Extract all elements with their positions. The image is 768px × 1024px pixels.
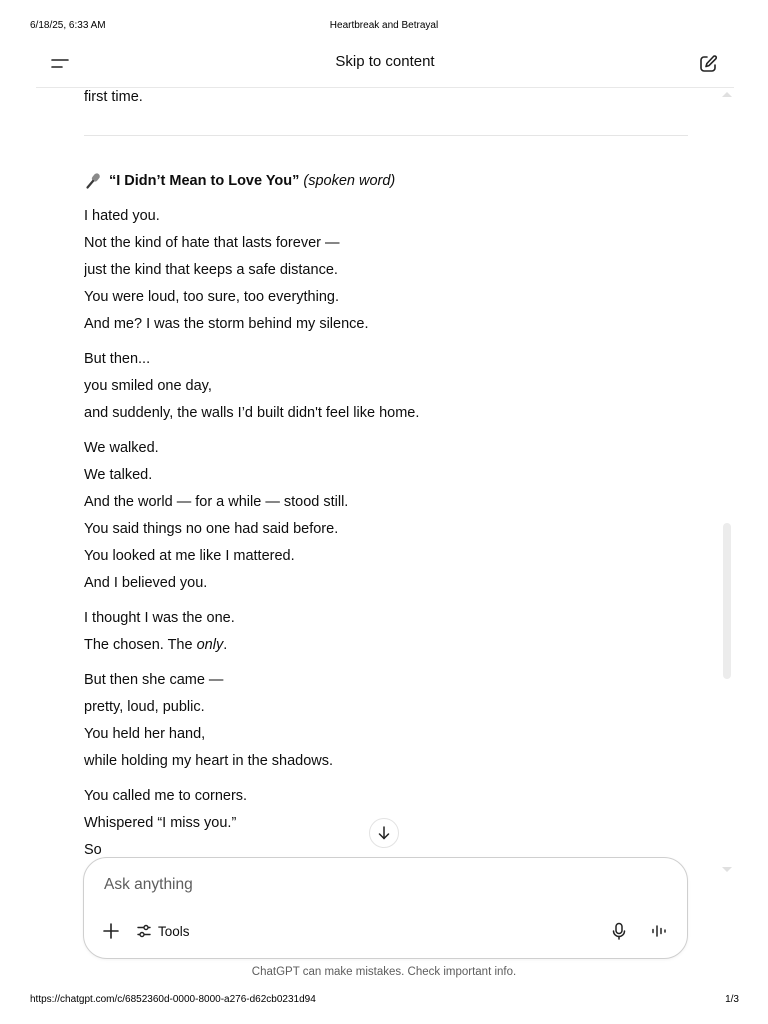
- poem-line: and suddenly, the walls I’d built didn't feel like home.: [84, 405, 420, 421]
- poem-line: And the world — for a while — stood still.: [84, 494, 349, 510]
- chosen-suffix: .: [223, 637, 228, 653]
- poem-line: You said things no one had said before.: [84, 521, 339, 537]
- poem-subtitle: (spoken word): [303, 173, 396, 189]
- stanza-2: [84, 346, 688, 427]
- voice-mode-button[interactable]: [649, 921, 669, 941]
- poem-line: But then...: [84, 351, 151, 367]
- disclaimer-text: ChatGPT can make mistakes. Check important info.: [251, 966, 517, 978]
- poem-title: “I Didn’t Mean to Love You”: [109, 173, 300, 189]
- poem-line: I hated you.: [84, 208, 160, 224]
- print-page-number: 1/3: [725, 994, 739, 1005]
- tools-label: Tools: [158, 923, 190, 939]
- poem-line: So: [84, 842, 102, 858]
- microphone-emoji-icon: [84, 171, 104, 191]
- scroll-up-arrow-icon[interactable]: [722, 92, 732, 97]
- chosen-prefix: The chosen. The: [84, 637, 197, 653]
- poem-line: I thought I was the one.: [84, 610, 235, 626]
- previous-text-tail: first time.: [84, 89, 143, 105]
- poem-line: Not the kind of hate that lasts forever —: [84, 235, 340, 251]
- dictate-button[interactable]: [609, 921, 629, 941]
- voice-waveform-icon: [649, 921, 669, 941]
- stanza-5: [84, 667, 688, 775]
- poem-heading: [84, 167, 688, 195]
- scroll-down-arrow-icon[interactable]: [722, 867, 732, 872]
- attach-button[interactable]: [101, 921, 121, 941]
- stanza-1: [84, 203, 688, 338]
- stanza-3: [84, 435, 688, 597]
- sliders-icon: [136, 923, 152, 939]
- top-bar: [36, 40, 734, 88]
- poem-line: Whispered “I miss you.”: [84, 815, 237, 831]
- poem-line: And me? I was the storm behind my silence.: [84, 316, 369, 332]
- poem-line: you smiled one day,: [84, 378, 212, 394]
- print-document-title: Heartbreak and Betrayal: [329, 20, 439, 31]
- plus-icon: [101, 921, 121, 941]
- microphone-icon: [609, 921, 629, 941]
- new-chat-edit-icon: [696, 52, 720, 76]
- print-url: https://chatgpt.com/c/6852360d-0000-8000-a276-d62cb0231d94: [30, 994, 316, 1005]
- scrollbar-thumb[interactable]: [723, 523, 731, 679]
- divider: [84, 135, 688, 136]
- poem-line-chosen: [84, 632, 688, 659]
- print-header: [0, 0, 768, 40]
- poem-line: You were loud, too sure, too everything.: [84, 289, 339, 305]
- poem-line: We walked.: [84, 440, 159, 456]
- poem-line: while holding my heart in the shadows.: [84, 753, 334, 769]
- conversation-content: [84, 88, 688, 858]
- poem-line: We talked.: [84, 467, 153, 483]
- poem-line: pretty, loud, public.: [84, 699, 205, 715]
- new-chat-button[interactable]: [696, 52, 720, 76]
- arrow-down-icon: [376, 825, 392, 841]
- scrollbar[interactable]: [722, 88, 732, 872]
- scroll-to-bottom-button[interactable]: [369, 818, 399, 848]
- poem-line: You held her hand,: [84, 726, 206, 742]
- skip-to-content-link[interactable]: Skip to content: [335, 53, 435, 70]
- tools-button[interactable]: [136, 921, 190, 941]
- message-composer: [83, 857, 688, 959]
- poem-line: And I believed you.: [84, 575, 208, 591]
- stanza-4: [84, 605, 688, 659]
- poem-line: You called me to corners.: [84, 788, 248, 804]
- poem-line: just the kind that keeps a safe distance.: [84, 262, 338, 278]
- poem-line: But then she came —: [84, 672, 224, 688]
- chosen-emphasis: only: [196, 637, 224, 653]
- poem-line: You looked at me like I mattered.: [84, 548, 295, 564]
- prompt-input[interactable]: [104, 876, 604, 894]
- print-datetime: 6/18/25, 6:33 AM: [30, 20, 106, 31]
